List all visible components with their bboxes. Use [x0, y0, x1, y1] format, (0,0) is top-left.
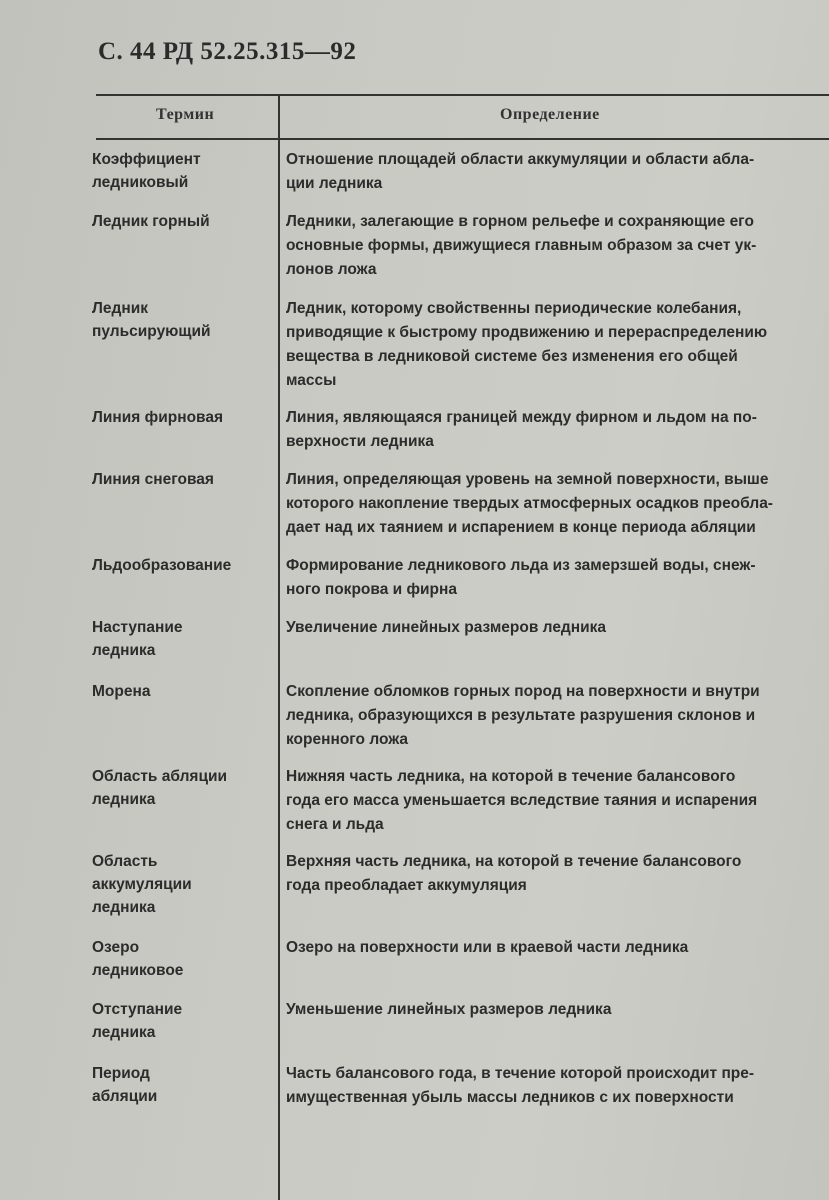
definition-cell [286, 998, 829, 1022]
term-cell [92, 1062, 272, 1108]
definition-line: имущественная убыль массы ледников с их поверхности [286, 1089, 734, 1106]
term-cell [92, 765, 272, 811]
definition-cell [286, 406, 829, 454]
definition-cell [286, 850, 829, 898]
term-line: Период [92, 1065, 150, 1082]
term-line: Отступание [92, 1001, 183, 1018]
definition-line: основные формы, движущиеся главным образом за счет ук- [286, 237, 757, 254]
definition-line: Озеро на поверхности или в краевой части ледника [286, 939, 689, 956]
definition-cell [286, 616, 829, 640]
term-line: ледника [92, 642, 156, 659]
term-cell [92, 148, 272, 194]
definition-line: Увеличение линейных размеров ледника [286, 619, 607, 636]
definition-line: ного покрова и фирна [286, 581, 458, 598]
definition-line: дает над их таянием и испарением в конце периода абляции [286, 519, 756, 536]
definition-line: Отношение площадей области аккумуляции и области абла- [286, 151, 755, 168]
definition-line: Верхняя часть ледника, на которой в течение балансового [286, 853, 742, 870]
term-cell [92, 680, 272, 703]
term-line: ледника [92, 899, 156, 916]
term-line: Область [92, 853, 158, 870]
definition-line: Линия, определяющая уровень на земной поверхности, выше [286, 471, 769, 488]
definition-cell [286, 297, 829, 393]
term-line: аккумуляции [92, 876, 192, 893]
definition-line: года его масса уменьшается вследствие таяния и испарения [286, 792, 758, 809]
column-divider [278, 95, 280, 1200]
term-cell [92, 406, 272, 429]
term-cell [92, 297, 272, 343]
definition-line: верхности ледника [286, 433, 434, 450]
definition-cell [286, 936, 829, 960]
definition-line: Уменьшение линейных размеров ледника [286, 1001, 612, 1018]
definition-line: Ледник, которому свойственны периодические колебания, [286, 300, 742, 317]
term-line: Наступание [92, 619, 183, 636]
term-line: ледниковое [92, 962, 184, 979]
definition-cell [286, 468, 829, 540]
definition-line: снега и льда [286, 816, 384, 833]
definition-line: Нижняя часть ледника, на которой в течение балансового [286, 768, 736, 785]
term-line: ледника [92, 1024, 156, 1041]
definition-line: Ледники, залегающие в горном рельефе и сохраняющие его [286, 213, 754, 230]
definition-line: которого накопление твердых атмосферных осадков преобла- [286, 495, 773, 512]
definition-cell [286, 765, 829, 837]
term-cell [92, 210, 272, 233]
definition-line: вещества в ледниковой системе без изменения его общей [286, 348, 738, 365]
term-line: абляции [92, 1088, 158, 1105]
term-line: Ледник горный [92, 213, 210, 230]
table-header-rule [96, 138, 829, 140]
term-line: Коэффициент [92, 151, 201, 168]
term-line: Льдообразование [92, 557, 232, 574]
table-top-rule [96, 94, 829, 96]
definition-line: массы [286, 372, 337, 389]
definition-line: Часть балансового года, в течение которой происходит пре- [286, 1065, 755, 1082]
term-line: Морена [92, 683, 151, 700]
definition-line: лонов ложа [286, 261, 377, 278]
term-cell [92, 998, 272, 1044]
term-line: пульсирующий [92, 323, 211, 340]
term-line: ледниковый [92, 174, 189, 191]
definition-cell [286, 1062, 829, 1110]
column-header-term: Термин [156, 106, 215, 123]
term-line: Область абляции [92, 768, 228, 785]
term-cell [92, 468, 272, 491]
definition-line: Линия, являющаяся границей между фирном и льдом на по- [286, 409, 757, 426]
definition-line: Скопление обломков горных пород на поверхности и внутри [286, 683, 760, 700]
term-line: Ледник [92, 300, 148, 317]
definition-line: ледника, образующихся в результате разрушения склонов и [286, 707, 756, 724]
term-line: Линия снеговая [92, 471, 214, 488]
definition-cell [286, 148, 829, 196]
term-cell [92, 936, 272, 982]
definition-cell [286, 554, 829, 602]
column-header-definition: Определение [500, 106, 600, 123]
definition-cell [286, 680, 829, 752]
definition-line: Формирование ледникового льда из замерзшей воды, снеж- [286, 557, 756, 574]
term-line: ледника [92, 791, 156, 808]
definition-line: ции ледника [286, 175, 383, 192]
definition-line: коренного ложа [286, 731, 409, 748]
term-cell [92, 554, 272, 577]
definition-cell [286, 210, 829, 282]
definition-line: года преобладает аккумуляция [286, 877, 527, 894]
term-cell [92, 850, 272, 919]
term-line: Озеро [92, 939, 140, 956]
page-header: С. 44 РД 52.25.315—92 [98, 38, 357, 65]
definition-line: приводящие к быстрому продвижению и перераспределению [286, 324, 768, 341]
term-line: Линия фирновая [92, 409, 224, 426]
term-cell [92, 616, 272, 662]
